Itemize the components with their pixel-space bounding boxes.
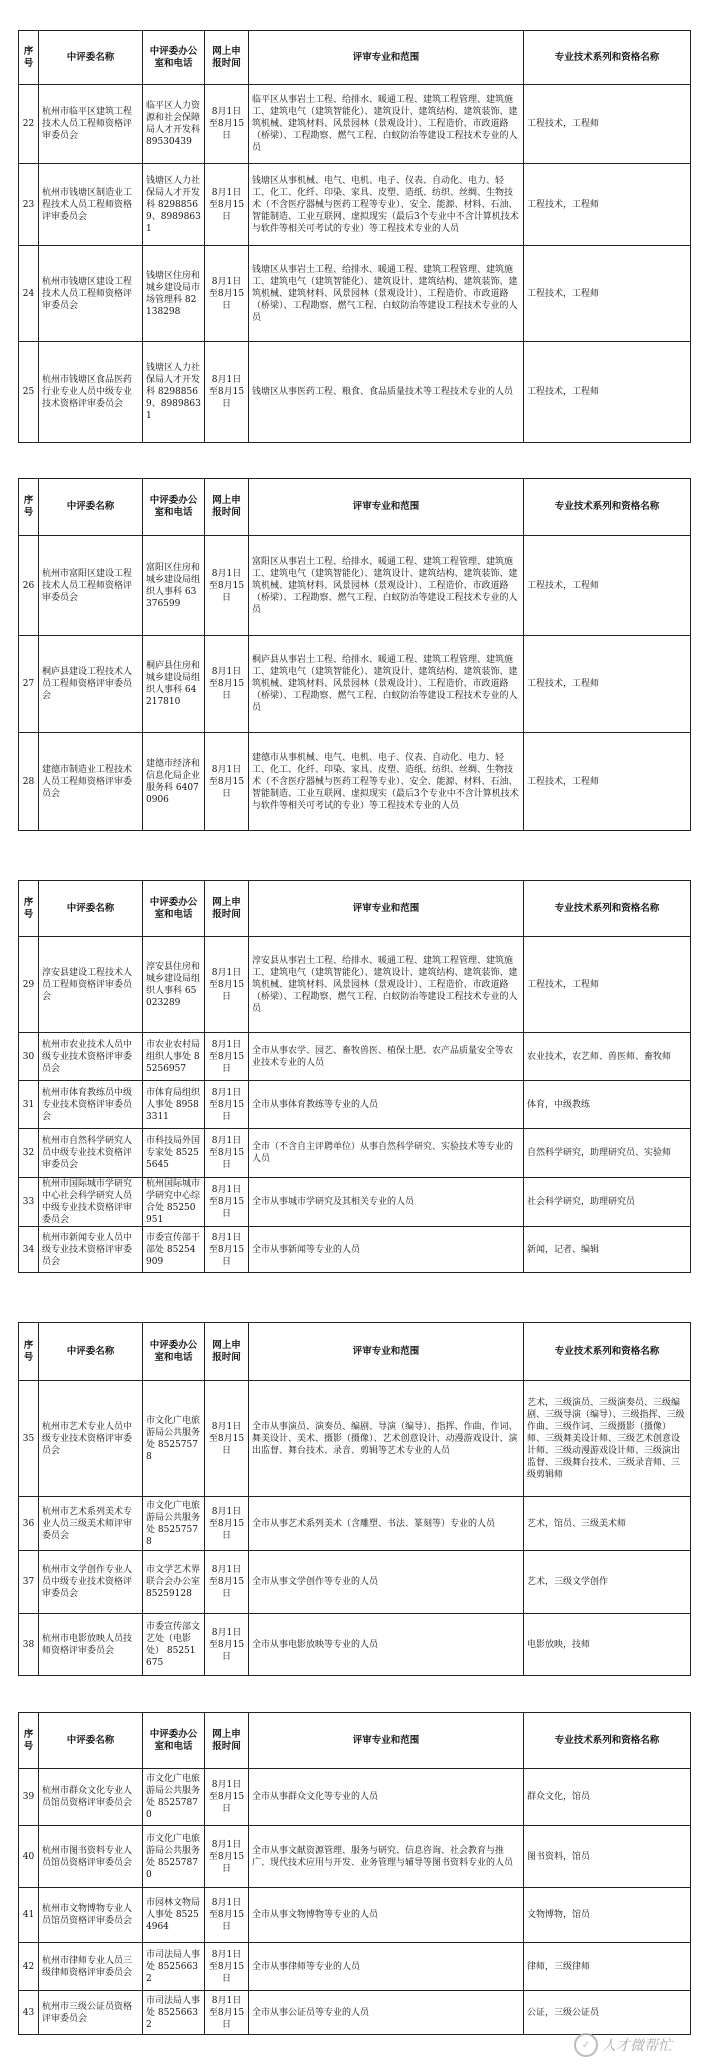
- header-date: 网上申报时间: [205, 31, 249, 85]
- row-qualification: 群众文化，馆员: [524, 1769, 691, 1826]
- row-qualification: 图书资料，馆员: [524, 1826, 691, 1888]
- row-committee: 杭州市临平区建筑工程技术人员工程师资格评审委员会: [39, 85, 143, 164]
- row-qualification: 工程技术，工程师: [524, 733, 691, 831]
- table-row: [19, 1497, 691, 1551]
- row-committee: 杭州市图书资料专业人员馆员资格评审委员会: [39, 1826, 143, 1888]
- table-section-1: [18, 30, 690, 443]
- row-no: 35: [19, 1381, 39, 1497]
- row-qualification: 公证，三级公证员: [524, 1991, 691, 2035]
- row-no: 39: [19, 1769, 39, 1826]
- table-row: [19, 1991, 691, 2035]
- row-qualification: 体育，中级教练: [524, 1081, 691, 1129]
- table-row: [19, 1769, 691, 1826]
- row-date: 8月1日至8月15日: [205, 1497, 249, 1551]
- row-qualification: 新闻，记者、编辑: [524, 1227, 691, 1273]
- header-committee: 中评委名称: [39, 881, 143, 937]
- row-date: 8月1日至8月15日: [205, 1614, 249, 1676]
- table-section-5: [18, 1712, 690, 2035]
- row-qualification: 工程技术，工程师: [524, 636, 691, 733]
- row-qualification: 艺术，三级文学创作: [524, 1551, 691, 1614]
- row-office: 市文化广电旅游局公共服务处 85257578: [143, 1497, 205, 1551]
- row-committee: 杭州市国际城市学研究中心社会科学研究人员中级专业技术资格评审委员会: [39, 1178, 143, 1227]
- row-qualification: 社会科学研究，助理研究员: [524, 1178, 691, 1227]
- row-qualification: 艺术，馆员、三级美术师: [524, 1497, 691, 1551]
- header-qualification: 专业技术系列和资格名称: [524, 31, 691, 85]
- row-scope: 全市从事演员、演奏员、编剧、导演（编导）、指挥、作曲、作词、舞美设计、美术、摄影（摄像）、艺术创意设计、动漫游戏设计、演出监督、舞台技术、录音、剪辑等艺术专业的人员: [249, 1381, 524, 1497]
- row-qualification: 律师，三级律师: [524, 1943, 691, 1991]
- row-committee: 杭州市富阳区建设工程技术人员工程师资格评审委员会: [39, 536, 143, 636]
- row-qualification: 工程技术，工程师: [524, 246, 691, 342]
- row-date: 8月1日至8月15日: [205, 1826, 249, 1888]
- header-date: 网上申报时间: [205, 881, 249, 937]
- row-office: 钱塘区人力社保局人才开发科 82988569、89898631: [143, 164, 205, 246]
- table-row: [19, 1178, 691, 1227]
- header-no: 序号: [19, 31, 39, 85]
- row-no: 25: [19, 342, 39, 443]
- header-office: 中评委办公室和电话: [143, 31, 205, 85]
- review-table: [18, 880, 691, 1273]
- header-scope: 评审专业和范围: [249, 31, 524, 85]
- row-scope: 全市从事电影放映等专业的人员: [249, 1614, 524, 1676]
- row-date: 8月1日至8月15日: [205, 164, 249, 246]
- row-committee: 杭州市艺术专业人员中级专业技术资格评审委员会: [39, 1381, 143, 1497]
- row-date: 8月1日至8月15日: [205, 246, 249, 342]
- table-row: [19, 164, 691, 246]
- header-qualification: 专业技术系列和资格名称: [524, 1713, 691, 1769]
- row-office: 市园林文物局人事处 85254964: [143, 1888, 205, 1943]
- row-office: 桐庐县住房和城乡建设局组织人事科 64217810: [143, 636, 205, 733]
- header-qualification: 专业技术系列和资格名称: [524, 881, 691, 937]
- row-date: 8月1日至8月15日: [205, 1551, 249, 1614]
- row-qualification: 工程技术，工程师: [524, 342, 691, 443]
- row-scope: 钱塘区从事岩土工程、给排水、暖通工程、建筑工程管理、建筑施工、建筑电气（建筑智能化）、建筑设计、建筑结构、建筑装饰、建筑机械、建筑材料、风景园林（景观设计）、工程造价、市政道路（桥梁）、工程勘察、燃气工程、白蚁防治等建设工程技术专业的人员: [249, 246, 524, 342]
- row-no: 28: [19, 733, 39, 831]
- header-no: 序号: [19, 1713, 39, 1769]
- row-qualification: 自然科学研究，助理研究员、实验师: [524, 1129, 691, 1178]
- header-qualification: 专业技术系列和资格名称: [524, 479, 691, 536]
- row-date: 8月1日至8月15日: [205, 1129, 249, 1178]
- row-committee: 建德市制造业工程技术人员工程师资格评审委员会: [39, 733, 143, 831]
- row-qualification: 工程技术，工程师: [524, 536, 691, 636]
- row-scope: 淳安县从事岩土工程、给排水、暖通工程、建筑工程管理、建筑施工、建筑电气（建筑智能化）、建筑设计、建筑结构、建筑装饰、建筑机械、建筑材料、风景园林（景观设计）、工程造价、市政道路（桥梁）、工程勘察、燃气工程、白蚁防治等建设工程技术专业的人员: [249, 937, 524, 1033]
- table-row: [19, 733, 691, 831]
- row-date: 8月1日至8月15日: [205, 1227, 249, 1273]
- row-committee: 杭州市群众文化专业人员馆员资格评审委员会: [39, 1769, 143, 1826]
- review-table: [18, 1712, 691, 2035]
- chat-bubble-icon: ✓: [574, 2033, 598, 2057]
- header-no: 序号: [19, 1323, 39, 1381]
- row-date: 8月1日至8月15日: [205, 1033, 249, 1081]
- row-scope: 全市从事城市学研究及其相关专业的人员: [249, 1178, 524, 1227]
- row-committee: 杭州市三级公证员资格评审委员会: [39, 1991, 143, 2035]
- header-qualification: 专业技术系列和资格名称: [524, 1323, 691, 1381]
- row-date: 8月1日至8月15日: [205, 1769, 249, 1826]
- header-office: 中评委办公室和电话: [143, 1713, 205, 1769]
- row-qualification: 艺术，三级演员、三级演奏员、三级编剧、三级导演（编导）、三级指挥、三级作曲、三级作词、三级摄影（摄像）师、三级舞美设计师、三级艺术创意设计师、三级动漫游戏设计师、三级演出监督、三级舞台技术、三级录音师、三级剪辑师: [524, 1381, 691, 1497]
- row-office: 钱塘区人力社保局人才开发科 82988569、89898631: [143, 342, 205, 443]
- review-table: [18, 478, 691, 831]
- row-no: 32: [19, 1129, 39, 1178]
- row-qualification: 农业技术，农艺师、兽医师、畜牧师: [524, 1033, 691, 1081]
- table-section-3: [18, 880, 690, 1273]
- row-committee: 杭州市律师专业人员三级律师资格评审委员会: [39, 1943, 143, 1991]
- row-scope: 建德市从事机械、电气、电机、电子、仪表、自动化、电力、轻工、化工、化纤、印染、家具、皮塑、造纸、纺织、丝绸、生物技术（不含医疗器械与医药工程等专业）、安全、能源、材料、石油、智能制造、工业互联网、虚拟现实（最后3个专业中不含计算机技术与软件等相关可考试的专业）等工程技术专业的人员: [249, 733, 524, 831]
- row-committee: 杭州市文物博物专业人员馆员资格评审委员会: [39, 1888, 143, 1943]
- row-committee: 杭州市文学创作专业人员中级专业技术资格评审委员会: [39, 1551, 143, 1614]
- row-committee: 杭州市新闻专业人员中级专业技术资格评审委员会: [39, 1227, 143, 1273]
- row-no: 26: [19, 536, 39, 636]
- row-office: 市司法局人事处 85256632: [143, 1991, 205, 2035]
- table-row: [19, 1081, 691, 1129]
- row-no: 23: [19, 164, 39, 246]
- table-row: [19, 536, 691, 636]
- row-scope: 全市（不含自主评聘单位）从事自然科学研究、实验技术等专业的人员: [249, 1129, 524, 1178]
- row-qualification: 电影放映，技师: [524, 1614, 691, 1676]
- row-committee: 杭州市艺术系列美术专业人员三级美术师评审委员会: [39, 1497, 143, 1551]
- row-no: 27: [19, 636, 39, 733]
- row-scope: 全市从事新闻等专业的人员: [249, 1227, 524, 1273]
- watermark-text: 人才微帮忙: [602, 2038, 672, 2054]
- row-scope: 全市从事文献资源管理、服务与研究、信息咨询、社会教育与推广、现代技术应用与开发、业务管理与辅导等图书资料专业的人员: [249, 1826, 524, 1888]
- row-no: 34: [19, 1227, 39, 1273]
- row-scope: 钱塘区从事机械、电气、电机、电子、仪表、自动化、电力、轻工、化工、化纤、印染、家具、皮塑、造纸、纺织、丝绸、生物技术（不含医疗器械与医药工程等专业）、安全、能源、材料、石油、智能制造、工业互联网、虚拟现实（最后3个专业中不含计算机技术与软件等相关可考试的专业）等工程技术专业的人员: [249, 164, 524, 246]
- table-row: [19, 1551, 691, 1614]
- header-date: 网上申报时间: [205, 1713, 249, 1769]
- row-scope: 钱塘区从事医药工程、粮食、食品质量技术等工程技术专业的人员: [249, 342, 524, 443]
- header-date: 网上申报时间: [205, 1323, 249, 1381]
- row-office: 市文学艺术界联合会办公室 85259128: [143, 1551, 205, 1614]
- row-no: 41: [19, 1888, 39, 1943]
- row-office: 市体育局组织人事处 89583311: [143, 1081, 205, 1129]
- header-row: [19, 479, 691, 536]
- row-date: 8月1日至8月15日: [205, 1888, 249, 1943]
- row-office: 临平区人力资源和社会保障局人才开发科 89530439: [143, 85, 205, 164]
- row-scope: 全市从事农学、园艺、畜牧兽医、植保土肥、农产品质量安全等农业技术专业的人员: [249, 1033, 524, 1081]
- row-date: 8月1日至8月15日: [205, 1381, 249, 1497]
- row-committee: 杭州市电影放映人员技师资格评审委员会: [39, 1614, 143, 1676]
- row-scope: 桐庐县从事岩土工程、给排水、暖通工程、建筑工程管理、建筑施工、建筑电气（建筑智能化）、建筑设计、建筑结构、建筑装饰、建筑机械、建筑材料、风景园林（景观设计）、工程造价、市政道路（桥梁）、工程勘察、燃气工程、白蚁防治等建设工程技术专业的人员: [249, 636, 524, 733]
- row-no: 30: [19, 1033, 39, 1081]
- review-table: [18, 1322, 691, 1676]
- header-scope: 评审专业和范围: [249, 1713, 524, 1769]
- row-office: 市文化广电旅游局公共服务处 85257578: [143, 1381, 205, 1497]
- header-committee: 中评委名称: [39, 1713, 143, 1769]
- header-row: [19, 881, 691, 937]
- row-scope: 临平区从事岩土工程、给排水、暖通工程、建筑工程管理、建筑施工、建筑电气（建筑智能化）、建筑设计、建筑结构、建筑装饰、建筑机械、建筑材料、风景园林（景观设计）、工程造价、市政道路（桥梁）、工程勘察、燃气工程、白蚁防治等建设工程技术专业的人员: [249, 85, 524, 164]
- header-committee: 中评委名称: [39, 31, 143, 85]
- row-committee: 杭州市钱塘区建设工程技术人员工程师资格评审委员会: [39, 246, 143, 342]
- row-no: 24: [19, 246, 39, 342]
- header-office: 中评委办公室和电话: [143, 479, 205, 536]
- row-no: 29: [19, 937, 39, 1033]
- table-row: [19, 937, 691, 1033]
- row-committee: 杭州市农业技术人员中级专业技术资格评审委员会: [39, 1033, 143, 1081]
- row-qualification: 工程技术，工程师: [524, 85, 691, 164]
- header-scope: 评审专业和范围: [249, 881, 524, 937]
- row-office: 淳安县住房和城乡建设局组织人事科 65023289: [143, 937, 205, 1033]
- row-date: 8月1日至8月15日: [205, 1081, 249, 1129]
- row-qualification: 工程技术，工程师: [524, 937, 691, 1033]
- row-scope: 全市从事公证员等专业的人员: [249, 1991, 524, 2035]
- table-row: [19, 1943, 691, 1991]
- header-office: 中评委办公室和电话: [143, 1323, 205, 1381]
- row-committee: 杭州市体育教练员中级专业技术资格评审委员会: [39, 1081, 143, 1129]
- review-table: [18, 30, 691, 443]
- row-office: 钱塘区住房和城乡建设局市场管理科 82138298: [143, 246, 205, 342]
- row-committee: 淳安县建设工程技术人员工程师资格评审委员会: [39, 937, 143, 1033]
- row-scope: 全市从事体育教练等专业的人员: [249, 1081, 524, 1129]
- row-committee: 杭州市钱塘区制造业工程技术人员工程师资格评审委员会: [39, 164, 143, 246]
- header-no: 序号: [19, 881, 39, 937]
- table-row: [19, 85, 691, 164]
- row-scope: 富阳区从事岩土工程、给排水、暖通工程、建筑工程管理、建筑施工、建筑电气（建筑智能化）、建筑设计、建筑结构、建筑装饰、建筑机械、建筑材料、风景园林（景观设计）、工程造价、市政道路（桥梁）、工程勘察、燃气工程、白蚁防治等建设工程技术专业的人员: [249, 536, 524, 636]
- row-no: 37: [19, 1551, 39, 1614]
- header-date: 网上申报时间: [205, 479, 249, 536]
- row-no: 36: [19, 1497, 39, 1551]
- row-scope: 全市从事律师等专业的人员: [249, 1943, 524, 1991]
- header-row: [19, 1713, 691, 1769]
- header-scope: 评审专业和范围: [249, 479, 524, 536]
- row-date: 8月1日至8月15日: [205, 937, 249, 1033]
- row-office: 市委宣传部干部处 85254909: [143, 1227, 205, 1273]
- row-scope: 全市从事群众文化等专业的人员: [249, 1769, 524, 1826]
- header-committee: 中评委名称: [39, 1323, 143, 1381]
- row-scope: 全市从事艺术系列美术（含雕塑、书法、篆刻等）专业的人员: [249, 1497, 524, 1551]
- row-office: 市文化广电旅游局公共服务处 85257870: [143, 1826, 205, 1888]
- row-qualification: 文物博物，馆员: [524, 1888, 691, 1943]
- table-row: [19, 1614, 691, 1676]
- header-row: [19, 31, 691, 85]
- row-date: 8月1日至8月15日: [205, 733, 249, 831]
- table-row: [19, 246, 691, 342]
- table-row: [19, 1033, 691, 1081]
- header-scope: 评审专业和范围: [249, 1323, 524, 1381]
- row-scope: 全市从事文物博物等专业的人员: [249, 1888, 524, 1943]
- row-date: 8月1日至8月15日: [205, 636, 249, 733]
- row-no: 38: [19, 1614, 39, 1676]
- row-qualification: 工程技术，工程师: [524, 164, 691, 246]
- watermark: [574, 2032, 694, 2058]
- row-office: 杭州国际城市学研究中心综合处 85250951: [143, 1178, 205, 1227]
- row-no: 40: [19, 1826, 39, 1888]
- row-committee: 桐庐县建设工程技术人员工程师资格评审委员会: [39, 636, 143, 733]
- row-office: 市农业农村局组织人事处 85256957: [143, 1033, 205, 1081]
- row-date: 8月1日至8月15日: [205, 1991, 249, 2035]
- table-row: [19, 1129, 691, 1178]
- header-office: 中评委办公室和电话: [143, 881, 205, 937]
- row-office: 市文化广电旅游局公共服务处 85257870: [143, 1769, 205, 1826]
- row-no: 43: [19, 1991, 39, 2035]
- table-section-2: [18, 478, 690, 831]
- table-row: [19, 1826, 691, 1888]
- table-row: [19, 1227, 691, 1273]
- row-office: 富阳区住房和城乡建设局组织人事科 63376599: [143, 536, 205, 636]
- header-committee: 中评委名称: [39, 479, 143, 536]
- row-no: 22: [19, 85, 39, 164]
- row-date: 8月1日至8月15日: [205, 85, 249, 164]
- header-no: 序号: [19, 479, 39, 536]
- table-section-4: [18, 1322, 690, 1676]
- row-no: 31: [19, 1081, 39, 1129]
- header-row: [19, 1323, 691, 1381]
- row-date: 8月1日至8月15日: [205, 1178, 249, 1227]
- row-scope: 全市从事文学创作等专业的人员: [249, 1551, 524, 1614]
- table-row: [19, 342, 691, 443]
- row-office: 市委宣传部文艺处（电影处） 85251675: [143, 1614, 205, 1676]
- row-no: 42: [19, 1943, 39, 1991]
- row-no: 33: [19, 1178, 39, 1227]
- row-office: 市司法局人事处 85256632: [143, 1943, 205, 1991]
- row-committee: 杭州市自然科学研究人员中级专业技术资格评审委员会: [39, 1129, 143, 1178]
- row-date: 8月1日至8月15日: [205, 1943, 249, 1991]
- table-row: [19, 1381, 691, 1497]
- row-office: 建德市经济和信息化局企业服务科 64070906: [143, 733, 205, 831]
- row-office: 市科技局外国专家处 85255645: [143, 1129, 205, 1178]
- table-row: [19, 1888, 691, 1943]
- table-row: [19, 636, 691, 733]
- row-date: 8月1日至8月15日: [205, 536, 249, 636]
- row-date: 8月1日至8月15日: [205, 342, 249, 443]
- row-committee: 杭州市钱塘区食品医药行业专业人员中级专业技术资格评审委员会: [39, 342, 143, 443]
